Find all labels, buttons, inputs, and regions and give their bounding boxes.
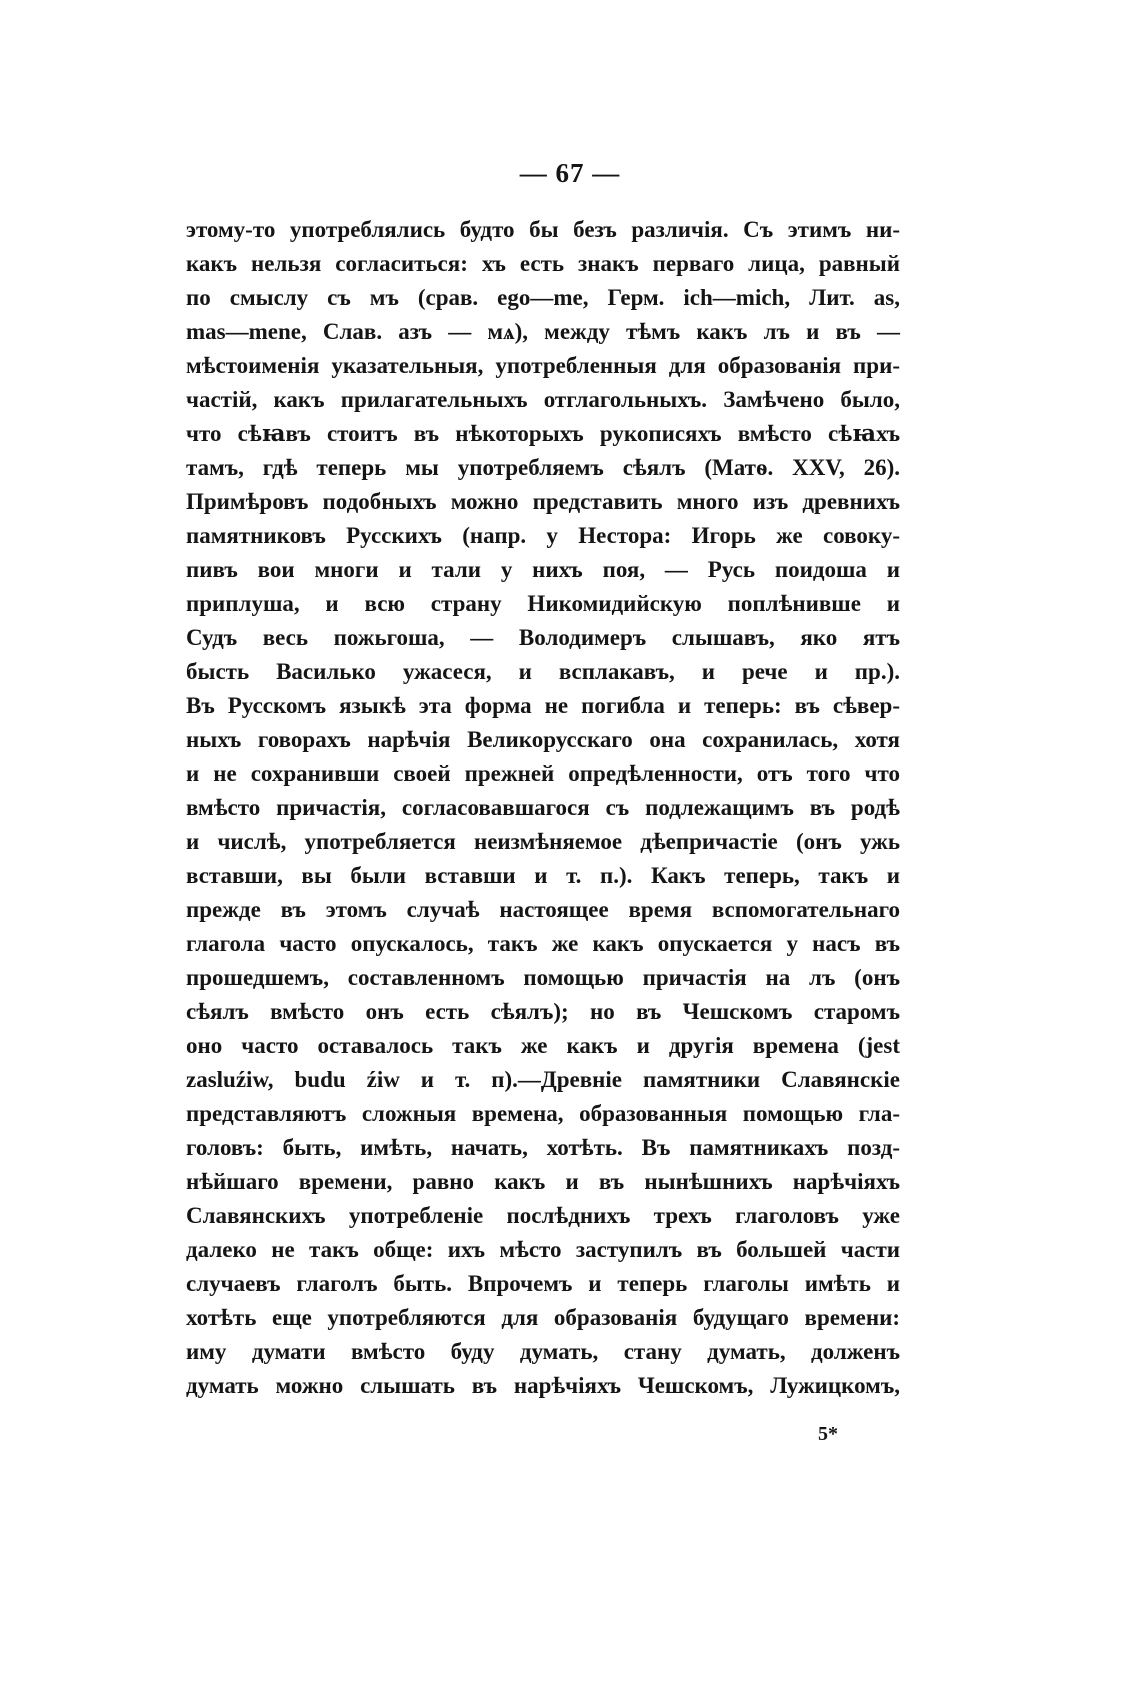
- text-line: глагола часто опускалось, такъ же какъ опускается у насъ въ: [186, 931, 900, 956]
- text-line: далеко не такъ обще: ихъ мѣсто заступилъ въ большей части: [186, 1237, 900, 1262]
- text-line: памятниковъ Русскихъ (напр. у Нестора: Игорь же совоку-: [186, 523, 900, 548]
- text-line: сѣялъ вмѣсто онъ есть сѣялъ); но въ Чешскомъ старомъ: [186, 999, 900, 1024]
- text-line: какъ нельзя согласиться: хъ есть знакъ перваго лица, равный: [186, 251, 900, 276]
- text-line: прошедшемъ, составленномъ помощью причастія на лъ (онъ: [186, 965, 900, 990]
- text-line: иму думати вмѣсто буду думать, стану думать, долженъ: [186, 1339, 900, 1364]
- text-line: вмѣсто причастія, согласовавшагося съ подлежащимъ въ родѣ: [186, 795, 900, 820]
- text-line: вставши, вы были вставши и т. п.). Какъ теперь, такъ и: [186, 863, 900, 888]
- text-line: случаевъ глаголъ быть. Впрочемъ и теперь глаголы имѣть и: [186, 1271, 900, 1296]
- text-line: мѣстоименія указательныя, употребленныя для образованія при-: [186, 353, 900, 378]
- text-line: оно часто оставалось такъ же какъ и другія времена (jest: [186, 1033, 900, 1058]
- text-line: Въ Русскомъ языкѣ эта форма не погибла и теперь: въ сѣвер-: [186, 693, 900, 718]
- text-line: пивъ вои многи и тали у нихъ поя, — Русь поидоша и: [186, 557, 900, 582]
- text-line: mas—mene, Слав. азъ — мѧ), между тѣмъ какъ лъ и въ —: [186, 319, 900, 344]
- text-line: и числѣ, употребляется неизмѣняемое дѣепричастіе (онъ ужь: [186, 829, 900, 854]
- text-line: бысть Василько ужасеся, и всплакавъ, и рече и пр.).: [186, 659, 900, 684]
- text-line: хотѣть еще употребляются для образованія будущаго времени:: [186, 1305, 900, 1330]
- text-line: Судъ весь пожьгоша, — Володимеръ слышавъ, яко ятъ: [186, 625, 900, 650]
- text-line: Примѣровъ подобныхъ можно представить много изъ древнихъ: [186, 489, 900, 514]
- body-paragraph: [186, 213, 900, 1403]
- text-line: и не сохранивши своей прежней опредѣленности, отъ того что: [186, 761, 900, 786]
- text-line: по смыслу съ мъ (срав. ego—me, Герм. ich—mich, Лит. as,: [186, 285, 900, 310]
- text-line: представляютъ сложныя времена, образованныя помощью гла-: [186, 1101, 900, 1126]
- printer-signature-mark: 5*: [818, 1423, 838, 1445]
- text-line: zasluźiw, budu źiw и т. п).—Древніе памятники Славянскіе: [186, 1067, 900, 1092]
- text-line: этому-то употреблялись будто бы безъ различія. Съ этимъ ни-: [186, 217, 900, 242]
- text-line: что сѣꙗвъ стоитъ въ нѣкоторыхъ рукописяхъ вмѣсто сѣꙗхъ: [186, 421, 900, 446]
- text-line: думать можно слышать въ нарѣчіяхъ Чешскомъ, Лужицкомъ,: [186, 1373, 900, 1398]
- text-line: нѣйшаго времени, равно какъ и въ нынѣшнихъ нарѣчіяхъ: [186, 1169, 900, 1194]
- text-line: приплуша, и всю страну Никомидийскую поплѣнивше и: [186, 591, 900, 616]
- text-line: частій, какъ прилагательныхъ отглагольныхъ. Замѣчено было,: [186, 387, 900, 412]
- text-line: ныхъ говорахъ нарѣчія Великорусскаго она сохранилась, хотя: [186, 727, 900, 752]
- text-line: тамъ, гдѣ теперь мы употребляемъ сѣялъ (Матѳ. XXV, 26).: [186, 455, 900, 480]
- text-line: Славянскихъ употребленіе послѣднихъ трехъ глаголовъ уже: [186, 1203, 900, 1228]
- text-line: прежде въ этомъ случаѣ настоящее время вспомогательнаго: [186, 897, 900, 922]
- text-line: головъ: быть, имѣть, начать, хотѣть. Въ памятникахъ позд-: [186, 1135, 900, 1160]
- page-number: — 67 —: [519, 158, 621, 188]
